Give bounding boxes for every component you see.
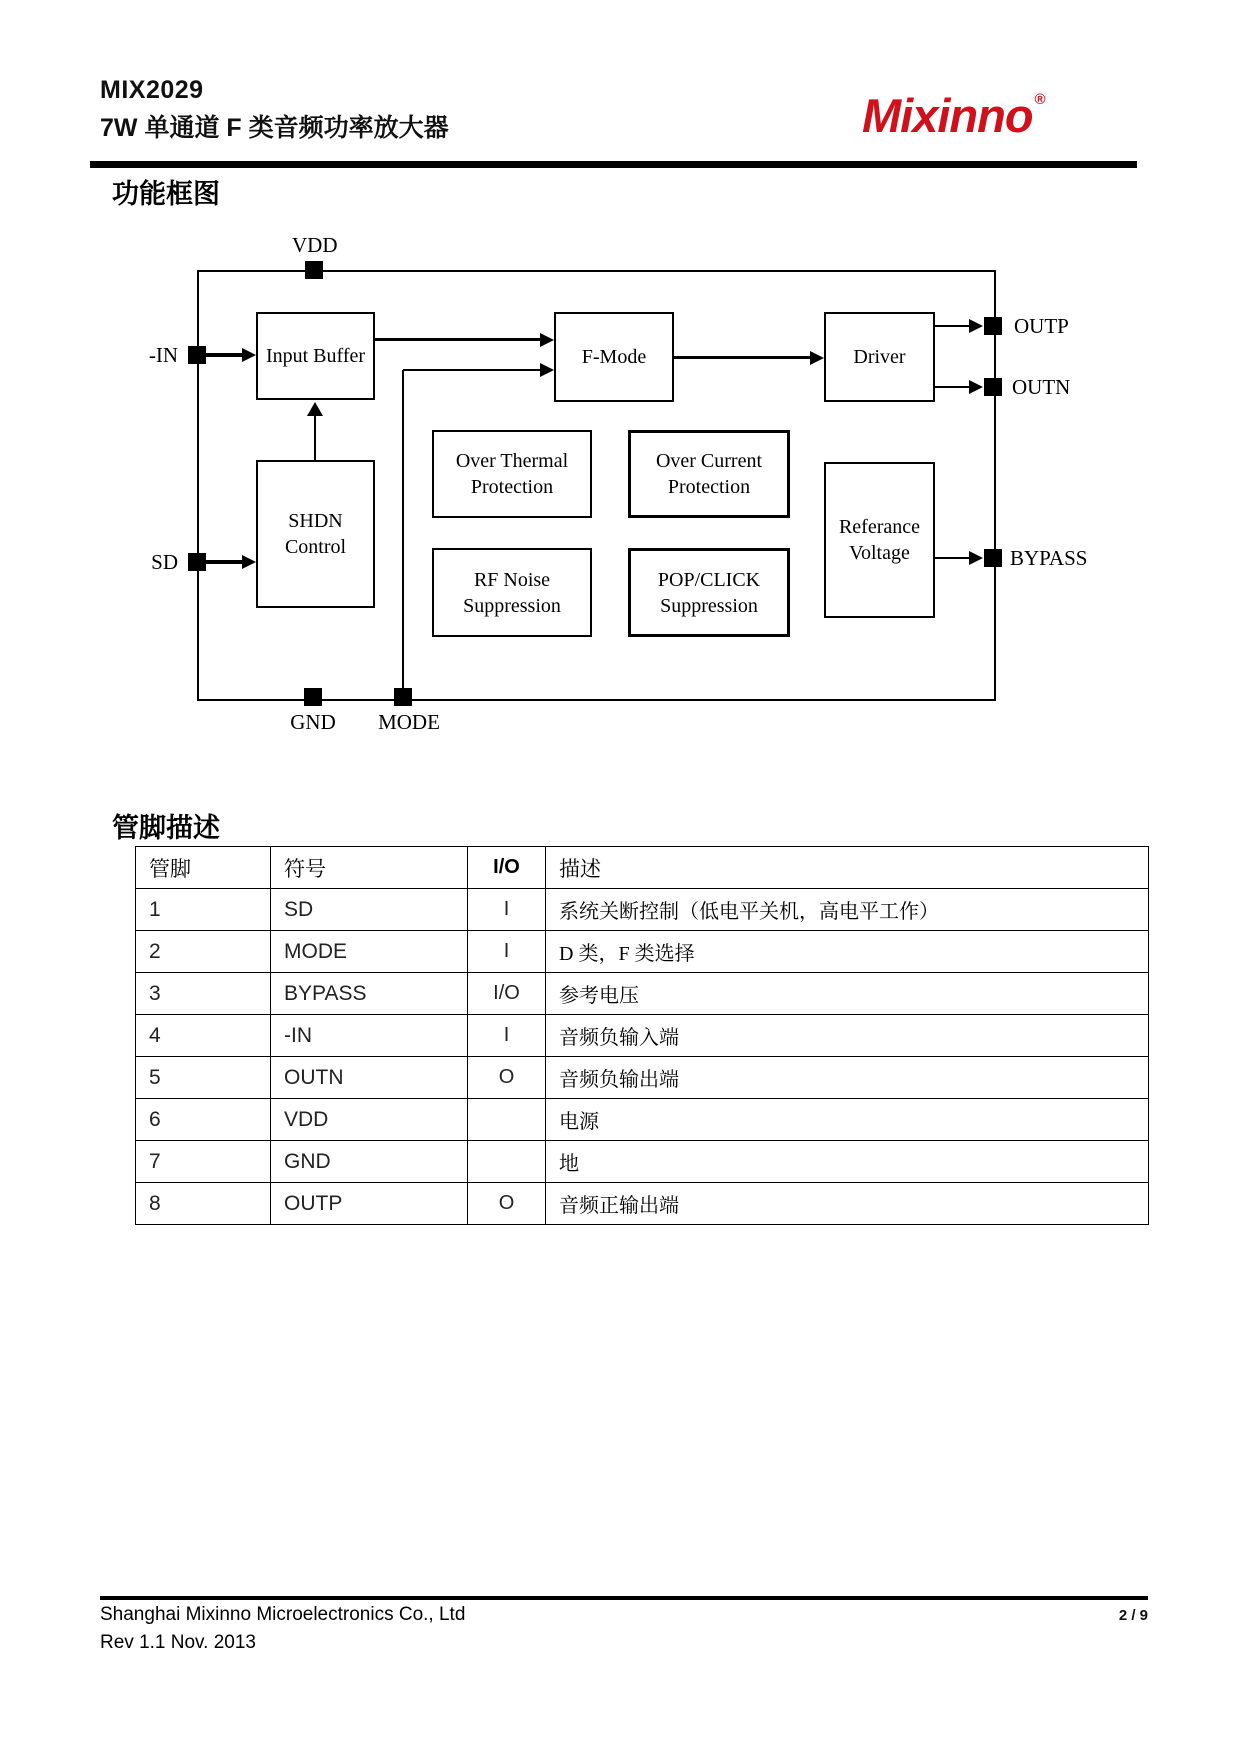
pin-desc: 音频负输出端 [546,1057,1149,1099]
pin-io: O [468,1057,546,1099]
pin-number: 1 [136,889,271,931]
pin-desc: 电源 [546,1099,1149,1141]
driver-to-outp-wire [935,325,970,327]
diagram-title: 功能框图 [112,179,220,209]
driver-to-outn-wire [935,386,970,388]
over-current-protection-block: Over Current Protection [628,430,790,518]
vdd-pin-square [305,261,323,279]
sd-pin-label: SD [151,550,178,574]
footer-revision: Rev 1.1 Nov. 2013 [100,1632,256,1653]
table-row [136,1099,1149,1141]
sd-pin-square [188,553,206,571]
pin-io: I [468,889,546,931]
pin-desc: D 类，F 类选择 [546,931,1149,973]
logo-text: Mixinno [862,89,1033,142]
pin-number: 4 [136,1015,271,1057]
gnd-pin-label: GND [290,710,336,734]
pin-io: I [468,1015,546,1057]
pin-number: 3 [136,973,271,1015]
pin-symbol: BYPASS [271,973,468,1015]
pin-io: I [468,931,546,973]
driver-to-outn-arrowhead-icon [969,380,983,394]
footer-company: Shanghai Mixinno Microelectronics Co., Ltd [100,1604,466,1625]
pin-io: O [468,1183,546,1225]
driver-to-outp-arrowhead-icon [969,319,983,333]
pin-number: 5 [136,1057,271,1099]
pin-desc: 音频负输入端 [546,1015,1149,1057]
neg-in-pin-square [188,346,206,364]
vdd-pin-label: VDD [292,233,338,257]
col-header-io: I/O [468,847,546,889]
shdn-to-inputbuffer-wire [314,415,316,460]
shdn-to-inputbuffer-arrowhead-icon [307,402,323,416]
pin-number: 8 [136,1183,271,1225]
mode-pin-label: MODE [378,710,440,734]
pin-desc: 音频正输出端 [546,1183,1149,1225]
footer-page-number: 2 / 9 [1118,1607,1148,1624]
page-subtitle: 7W 单通道 F 类音频功率放大器 [100,114,449,142]
pin-symbol: OUTP [271,1183,468,1225]
pin-symbol: GND [271,1141,468,1183]
outn-pin-label: OUTN [1012,375,1071,399]
rf-noise-suppression-block: RF Noise Suppression [432,548,592,637]
inputbuffer-to-fmode-wire [375,338,542,341]
ref-to-bypass-arrowhead-icon [969,551,983,565]
input-buffer-block: Input Buffer [256,312,375,400]
table-row [136,973,1149,1015]
bypass-pin-square [984,549,1002,567]
table-row [136,1057,1149,1099]
pin-desc: 地 [546,1141,1149,1183]
pin-symbol: MODE [271,931,468,973]
f-mode-block: F-Mode [554,312,674,402]
outp-pin-label: OUTP [1014,314,1069,338]
bypass-pin-label: BYPASS [1010,546,1088,570]
header-divider [90,161,1137,168]
fmode-to-driver-arrowhead-icon [810,351,824,365]
registered-trademark-icon: ® [1034,91,1045,108]
col-header-desc: 描述 [546,847,1149,889]
pin-io [468,1099,546,1141]
table-row [136,1141,1149,1183]
pin-number: 6 [136,1099,271,1141]
inputbuffer-to-fmode-arrowhead-icon [540,333,554,347]
neg-in-wire [206,353,244,357]
sd-arrowhead-icon [242,555,256,569]
mode-vertical-wire [402,370,404,688]
pin-io: I/O [468,973,546,1015]
mode-horizontal-wire [403,369,540,371]
fmode-to-driver-wire [674,356,811,359]
gnd-pin-square [304,688,322,706]
pin-number: 2 [136,931,271,973]
pin-desc: 系统关断控制（低电平关机，高电平工作） [546,889,1149,931]
reference-voltage-block: Referance Voltage [824,462,935,618]
over-thermal-protection-block: Over Thermal Protection [432,430,592,518]
col-header-symbol: 符号 [271,847,468,889]
col-header-pin: 管脚 [136,847,271,889]
mode-pin-square [394,688,412,706]
pin-io [468,1141,546,1183]
ref-to-bypass-wire [935,557,970,559]
pop-click-suppression-block: POP/CLICK Suppression [628,548,790,637]
pin-description-table [135,846,1149,1225]
neg-in-pin-label: -IN [148,343,178,367]
outn-pin-square [984,378,1002,396]
pin-symbol: VDD [271,1099,468,1141]
mixinno-logo [862,88,1045,143]
pin-symbol: -IN [271,1015,468,1057]
outp-pin-square [984,317,1002,335]
driver-block: Driver [824,312,935,402]
pin-number: 7 [136,1141,271,1183]
sd-wire [206,560,244,564]
table-row [136,1015,1149,1057]
table-row [136,1183,1149,1225]
pin-symbol: SD [271,889,468,931]
pin-symbol: OUTN [271,1057,468,1099]
table-row [136,889,1149,931]
table-row [136,931,1149,973]
part-number: MIX2029 [100,76,204,104]
pin-desc: 参考电压 [546,973,1149,1015]
table-header-row [136,847,1149,889]
footer-divider [100,1596,1148,1600]
shdn-control-block: SHDN Control [256,460,375,608]
mode-to-fmode-arrowhead-icon [540,363,554,377]
pin-table-title: 管脚描述 [112,813,220,843]
neg-in-arrowhead-icon [242,348,256,362]
